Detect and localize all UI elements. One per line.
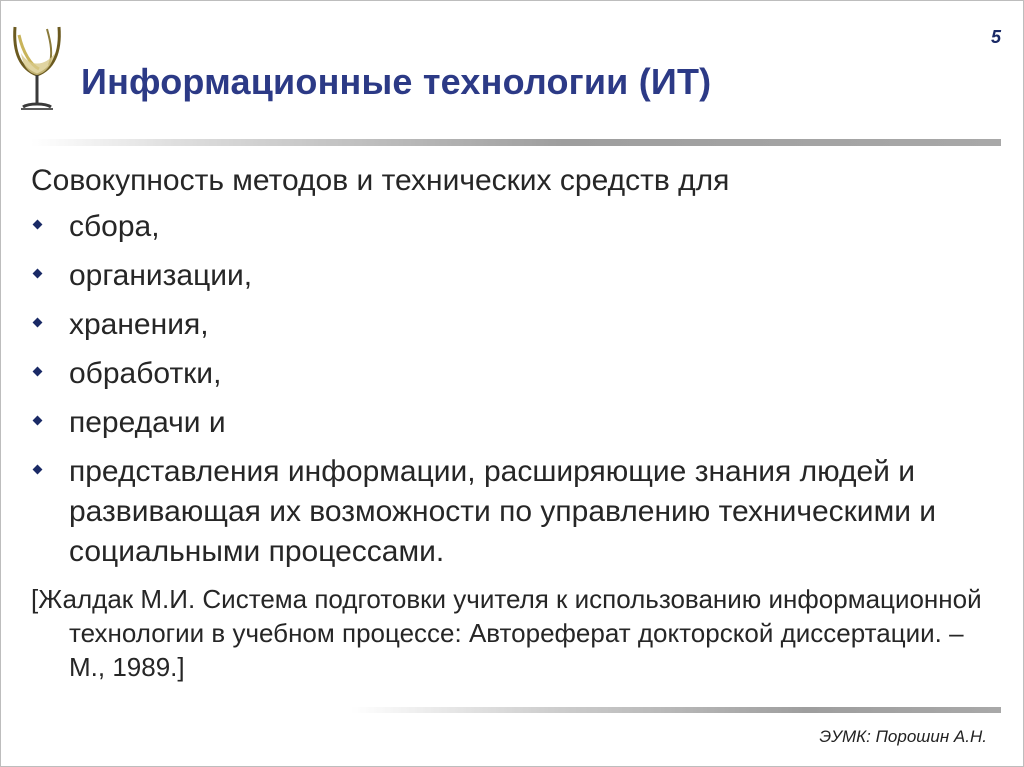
- list-item: [31, 452, 991, 572]
- list-item: [31, 305, 991, 345]
- diamond-bullet-icon: [33, 318, 43, 328]
- list-item: [31, 207, 991, 247]
- diamond-bullet-icon: [33, 465, 43, 475]
- intro-text: Совокупность методов и технических средств для: [31, 164, 730, 197]
- page-number: 5: [990, 27, 1001, 47]
- wine-glass-logo: [9, 23, 67, 115]
- diamond-bullet-icon: [33, 416, 43, 426]
- list-item-text: передачи и: [69, 406, 226, 439]
- citation: [Жалдак М.И. Система подготовки учителя к использованию информационной технологии в учебном процессе: Автореферат докторской диссертации. – М., 1989.]: [31, 584, 982, 682]
- slide-title: Информационные технологии (ИТ): [81, 61, 712, 102]
- list-item-text: хранения,: [69, 308, 209, 341]
- diamond-bullet-icon: [33, 367, 43, 377]
- bullet-list: [31, 207, 991, 572]
- diamond-bullet-icon: [33, 220, 43, 230]
- footer-author: ЭУМК: Порошин А.Н.: [819, 727, 987, 746]
- list-item-text: организации,: [69, 259, 253, 292]
- list-item: [31, 403, 991, 443]
- slide-content: [31, 161, 991, 684]
- diamond-bullet-icon: [33, 269, 43, 279]
- title-divider: [31, 139, 1001, 146]
- list-item: [31, 256, 991, 296]
- list-item: [31, 354, 991, 394]
- list-item-text: обработки,: [69, 357, 222, 390]
- list-item-text: представления информации, расширяющие знания людей и развивающая их возможности по управлению техническими и социальными процессами.: [69, 455, 937, 568]
- footer-divider: [351, 707, 1001, 713]
- list-item-text: сбора,: [69, 210, 160, 243]
